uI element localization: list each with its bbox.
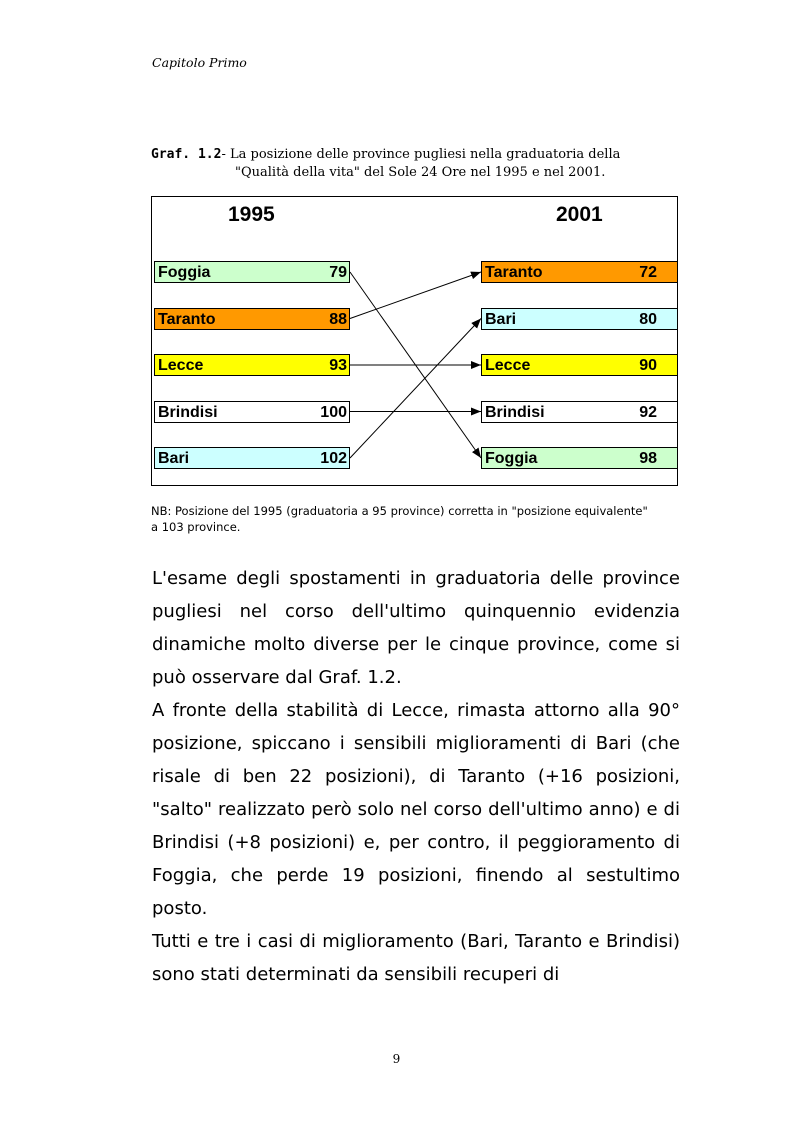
- arrow-taranto: [350, 272, 481, 319]
- chart-note: NB: Posizione del 1995 (graduatoria a 95 province) corretta in "posizione equivalente" a 103 province.: [151, 504, 648, 534]
- caption-line-2: "Qualità della vita" del Sole 24 Ore nel 1995 e nel 2001.: [235, 165, 606, 180]
- running-header: Capitolo Primo: [152, 55, 247, 70]
- right-value-label: 92: [639, 403, 657, 421]
- left-value-label: 93: [329, 357, 347, 374]
- left-name-label: Lecce: [158, 357, 204, 374]
- right-value-label: 72: [639, 264, 657, 281]
- caption-line-1: - La posizione delle province pugliesi nella graduatoria della: [221, 147, 621, 162]
- paragraph-2: A fronte della stabilità di Lecce, rimasta attorno alla 90° posizione, spiccano i sensibili miglioramenti di Bari (che risale di ben 22 posizioni), di Taranto (+16 posizioni, "salto" realizzato però solo nel corso dell'ultimo anno) e di Brindisi (+8 posizioni) e, per contro, il peggioramento di Foggia, che perde 19 posizioni, finendo al sestultimo posto.: [152, 700, 680, 919]
- left-name-label: Bari: [158, 450, 190, 467]
- ranking-chart: [151, 196, 678, 486]
- paragraph-1: L'esame degli spostamenti in graduatoria delle province pugliesi nel corso dell'ultimo quinquennio evidenzia dinamiche molto diverse per le cinque province, come si può osservare dal Graf. 1.2.: [152, 568, 680, 688]
- right-name-label: Taranto: [485, 264, 543, 281]
- left-name-label: Brindisi: [158, 403, 218, 421]
- arrow-bari: [350, 319, 481, 459]
- left-value-label: 79: [329, 264, 347, 281]
- left-name-label: Foggia: [158, 264, 211, 281]
- body-text: [152, 562, 680, 991]
- figure-label: Graf. 1.2: [151, 147, 222, 162]
- left-value-label: 88: [329, 310, 347, 328]
- year-2001-label: 2001: [556, 203, 603, 226]
- figure-caption: [151, 146, 620, 182]
- right-value-label: 98: [639, 450, 657, 467]
- right-name-label: Brindisi: [485, 403, 545, 421]
- right-name-label: Bari: [485, 310, 517, 328]
- right-name-label: Foggia: [485, 450, 538, 467]
- right-name-label: Lecce: [485, 357, 531, 374]
- right-value-label: 80: [639, 310, 657, 328]
- page-number: 9: [392, 1052, 401, 1066]
- year-1995-label: 1995: [228, 203, 275, 226]
- left-value-label: 102: [320, 450, 347, 467]
- paragraph-3: Tutti e tre i casi di miglioramento (Bari, Taranto e Brindisi) sono stati determinati da sensibili recuperi di: [152, 931, 680, 985]
- right-value-label: 90: [639, 357, 657, 374]
- left-name-label: Taranto: [158, 310, 216, 328]
- arrows-layer: [152, 197, 679, 487]
- left-value-label: 100: [320, 403, 347, 421]
